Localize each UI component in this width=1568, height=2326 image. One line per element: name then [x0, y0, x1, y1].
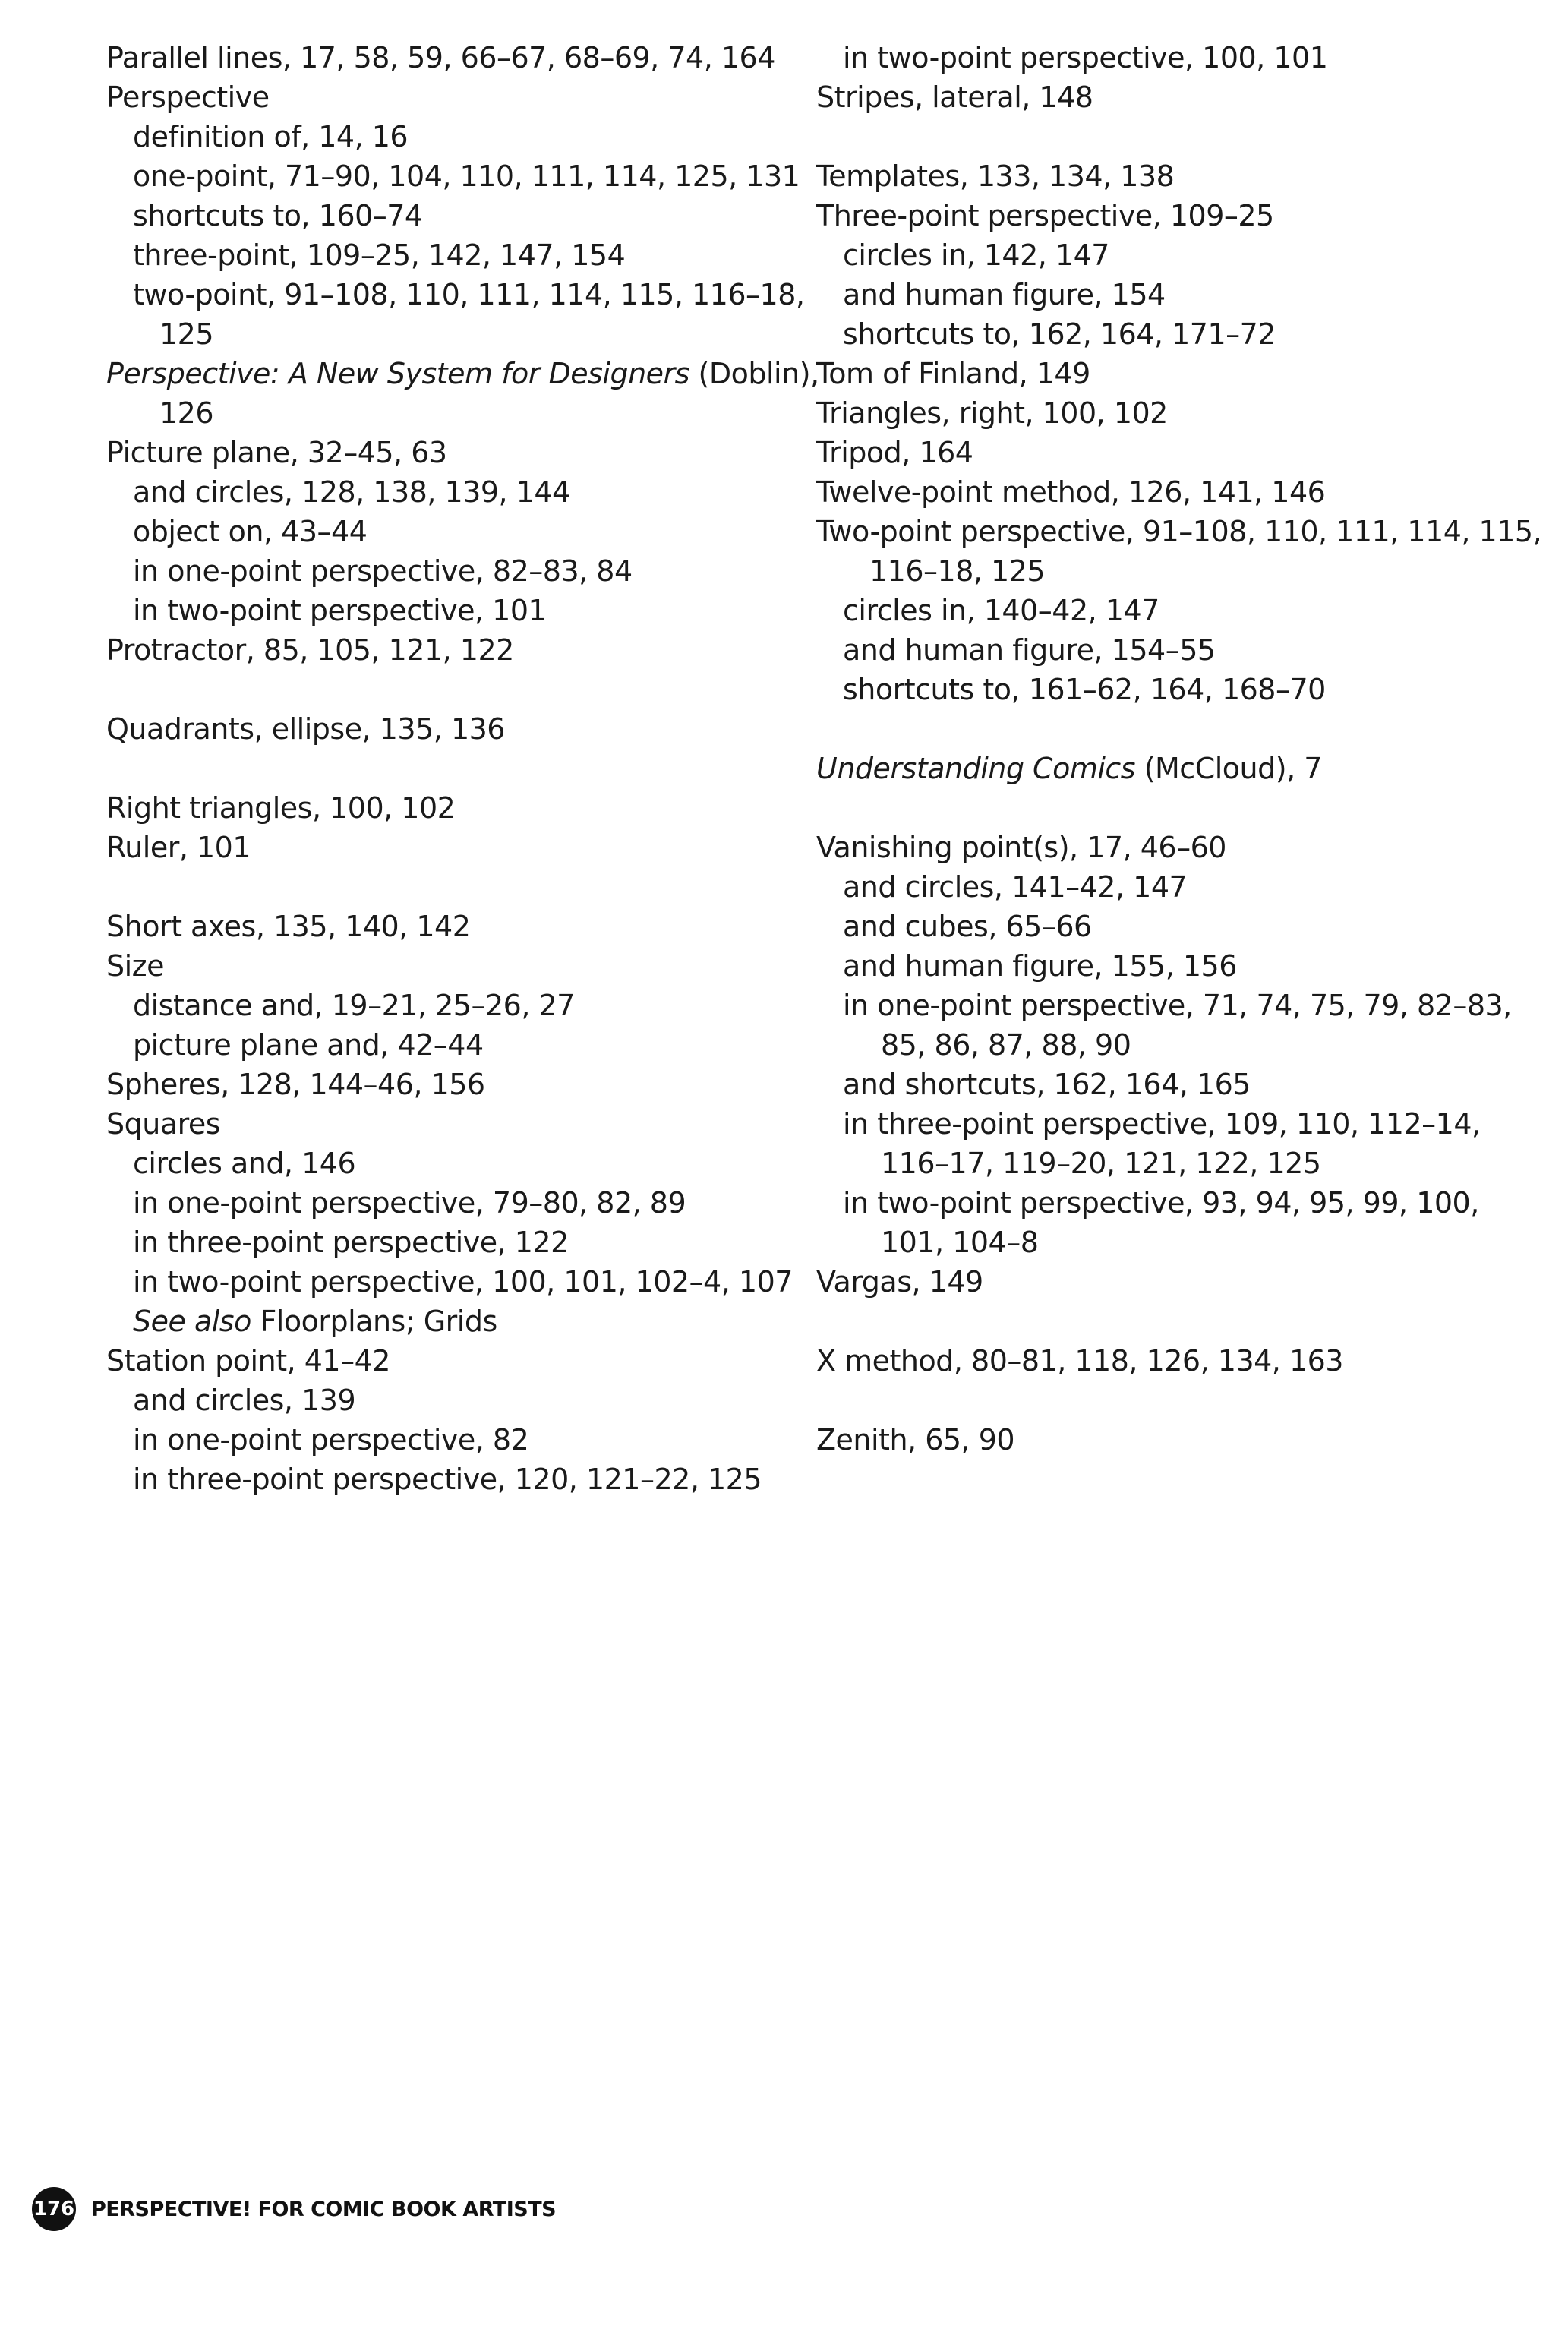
index-entry: and human figure, 155, 156 — [843, 949, 1237, 983]
index-gap — [99, 670, 782, 709]
index-entry: Perspective — [106, 80, 270, 114]
index-entry: Station point, 41–42 — [106, 1344, 390, 1378]
index-gap — [99, 749, 782, 788]
index-entry: Tom of Finland, 149 — [816, 357, 1090, 390]
index-gap — [809, 117, 1492, 156]
index-entry: Two-point perspective, 91–108, 110, 111, 114, 115, — [816, 515, 1542, 548]
index-entry: and circles, 128, 138, 139, 144 — [133, 475, 570, 509]
index-gap — [809, 788, 1492, 828]
index-entry: in one-point perspective, 82 — [133, 1423, 529, 1457]
index-entry: Picture plane, 32–45, 63 — [106, 436, 447, 469]
index-entry: two-point, 91–108, 110, 111, 114, 115, 116–18, — [133, 278, 805, 311]
index-entry: Size — [106, 949, 165, 983]
index-entry — [809, 749, 1492, 788]
index-entry: in one-point perspective, 71, 74, 75, 79, 82–83, — [843, 989, 1512, 1022]
index-entry: Right triangles, 100, 102 — [106, 791, 456, 825]
index-entry: and circles, 141–42, 147 — [843, 870, 1188, 904]
index-entry-title: Perspective: A New System for Designers — [106, 357, 689, 390]
page-number: 176 — [32, 2187, 76, 2231]
index-entry: Zenith, 65, 90 — [816, 1423, 1015, 1457]
running-title: PERSPECTIVE! FOR COMIC BOOK ARTISTS — [91, 2197, 557, 2221]
index-entry-title: See also — [133, 1305, 251, 1338]
index-entry: X method, 80–81, 118, 126, 134, 163 — [816, 1344, 1343, 1378]
index-entry: three-point, 109–25, 142, 147, 154 — [133, 238, 626, 272]
index-entry: shortcuts to, 162, 164, 171–72 — [843, 317, 1276, 351]
index-entry: Vanishing point(s), 17, 46–60 — [816, 831, 1226, 864]
index-entry-title: Understanding Comics — [816, 752, 1136, 785]
index-entry: Triangles, right, 100, 102 — [816, 396, 1168, 430]
index-entry-pages: (McCloud), 7 — [1135, 752, 1322, 785]
index-column-right — [809, 38, 1542, 1460]
index-entry: in one-point perspective, 79–80, 82, 89 — [133, 1186, 686, 1220]
index-entry: definition of, 14, 16 — [133, 120, 409, 153]
index-entry: and shortcuts, 162, 164, 165 — [843, 1068, 1251, 1101]
index-entry: Spheres, 128, 144–46, 156 — [106, 1068, 485, 1101]
index-entry: circles in, 142, 147 — [843, 238, 1109, 272]
index-entry: one-point, 71–90, 104, 110, 111, 114, 125, 131 — [133, 159, 800, 193]
index-entry: distance and, 19–21, 25–26, 27 — [133, 989, 575, 1022]
index-entry: picture plane and, 42–44 — [133, 1028, 484, 1062]
index-entry: Parallel lines, 17, 58, 59, 66–67, 68–69, 74, 164 — [106, 41, 775, 74]
index-entry: shortcuts to, 160–74 — [133, 199, 423, 232]
index-entry: Templates, 133, 134, 138 — [816, 159, 1175, 193]
index-entry: in two-point perspective, 93, 94, 95, 99, 100, — [843, 1186, 1479, 1220]
index-entry: Twelve-point method, 126, 141, 146 — [816, 475, 1326, 509]
index-column-left — [99, 38, 819, 1499]
index-entry: 116–18, 125 — [869, 554, 1046, 588]
page-footer — [32, 2187, 556, 2231]
index-entry: Tripod, 164 — [816, 436, 973, 469]
index-entry: Squares — [106, 1107, 221, 1141]
index-entry: 126 — [159, 396, 214, 430]
index-entry: in two-point perspective, 100, 101 — [843, 41, 1328, 74]
index-entry: object on, 43–44 — [133, 515, 368, 548]
index-entry: Ruler, 101 — [106, 831, 251, 864]
index-gap — [99, 867, 782, 907]
index-entry: shortcuts to, 161–62, 164, 168–70 — [843, 673, 1326, 706]
index-entry: in three-point perspective, 109, 110, 112–14, — [843, 1107, 1481, 1141]
index-entry: and human figure, 154–55 — [843, 633, 1216, 667]
index-entry: 116–17, 119–20, 121, 122, 125 — [881, 1147, 1321, 1180]
index-entry: circles in, 140–42, 147 — [843, 594, 1159, 627]
index-entry: in three-point perspective, 122 — [133, 1226, 569, 1259]
index-entry: 85, 86, 87, 88, 90 — [881, 1028, 1131, 1062]
index-entry: in two-point perspective, 101 — [133, 594, 547, 627]
index-entry: and cubes, 65–66 — [843, 910, 1092, 943]
index-gap — [809, 1302, 1492, 1341]
index-entry: in one-point perspective, 82–83, 84 — [133, 554, 633, 588]
index-gap — [809, 1381, 1492, 1420]
index-entry: in three-point perspective, 120, 121–22, 125 — [133, 1463, 762, 1496]
index-entry: Protractor, 85, 105, 121, 122 — [106, 633, 514, 667]
index-entry: 101, 104–8 — [881, 1226, 1039, 1259]
index-entry: and human figure, 154 — [843, 278, 1166, 311]
index-entry: Vargas, 149 — [816, 1265, 983, 1299]
index-entry: Three-point perspective, 109–25 — [816, 199, 1274, 232]
index-entry: Stripes, lateral, 148 — [816, 80, 1093, 114]
index-entry — [99, 354, 819, 393]
index-entry — [99, 1302, 782, 1341]
index-entry: in two-point perspective, 100, 101, 102–4, 107 — [133, 1265, 793, 1299]
index-entry: circles and, 146 — [133, 1147, 356, 1180]
index-entry: Short axes, 135, 140, 142 — [106, 910, 471, 943]
index-entry: Quadrants, ellipse, 135, 136 — [106, 712, 505, 746]
index-entry-pages: (Doblin), — [689, 357, 819, 390]
index-entry: 125 — [159, 317, 214, 351]
index-entry-pages: Floorplans; Grids — [251, 1305, 497, 1338]
index-gap — [809, 709, 1492, 749]
index-entry: and circles, 139 — [133, 1384, 356, 1417]
